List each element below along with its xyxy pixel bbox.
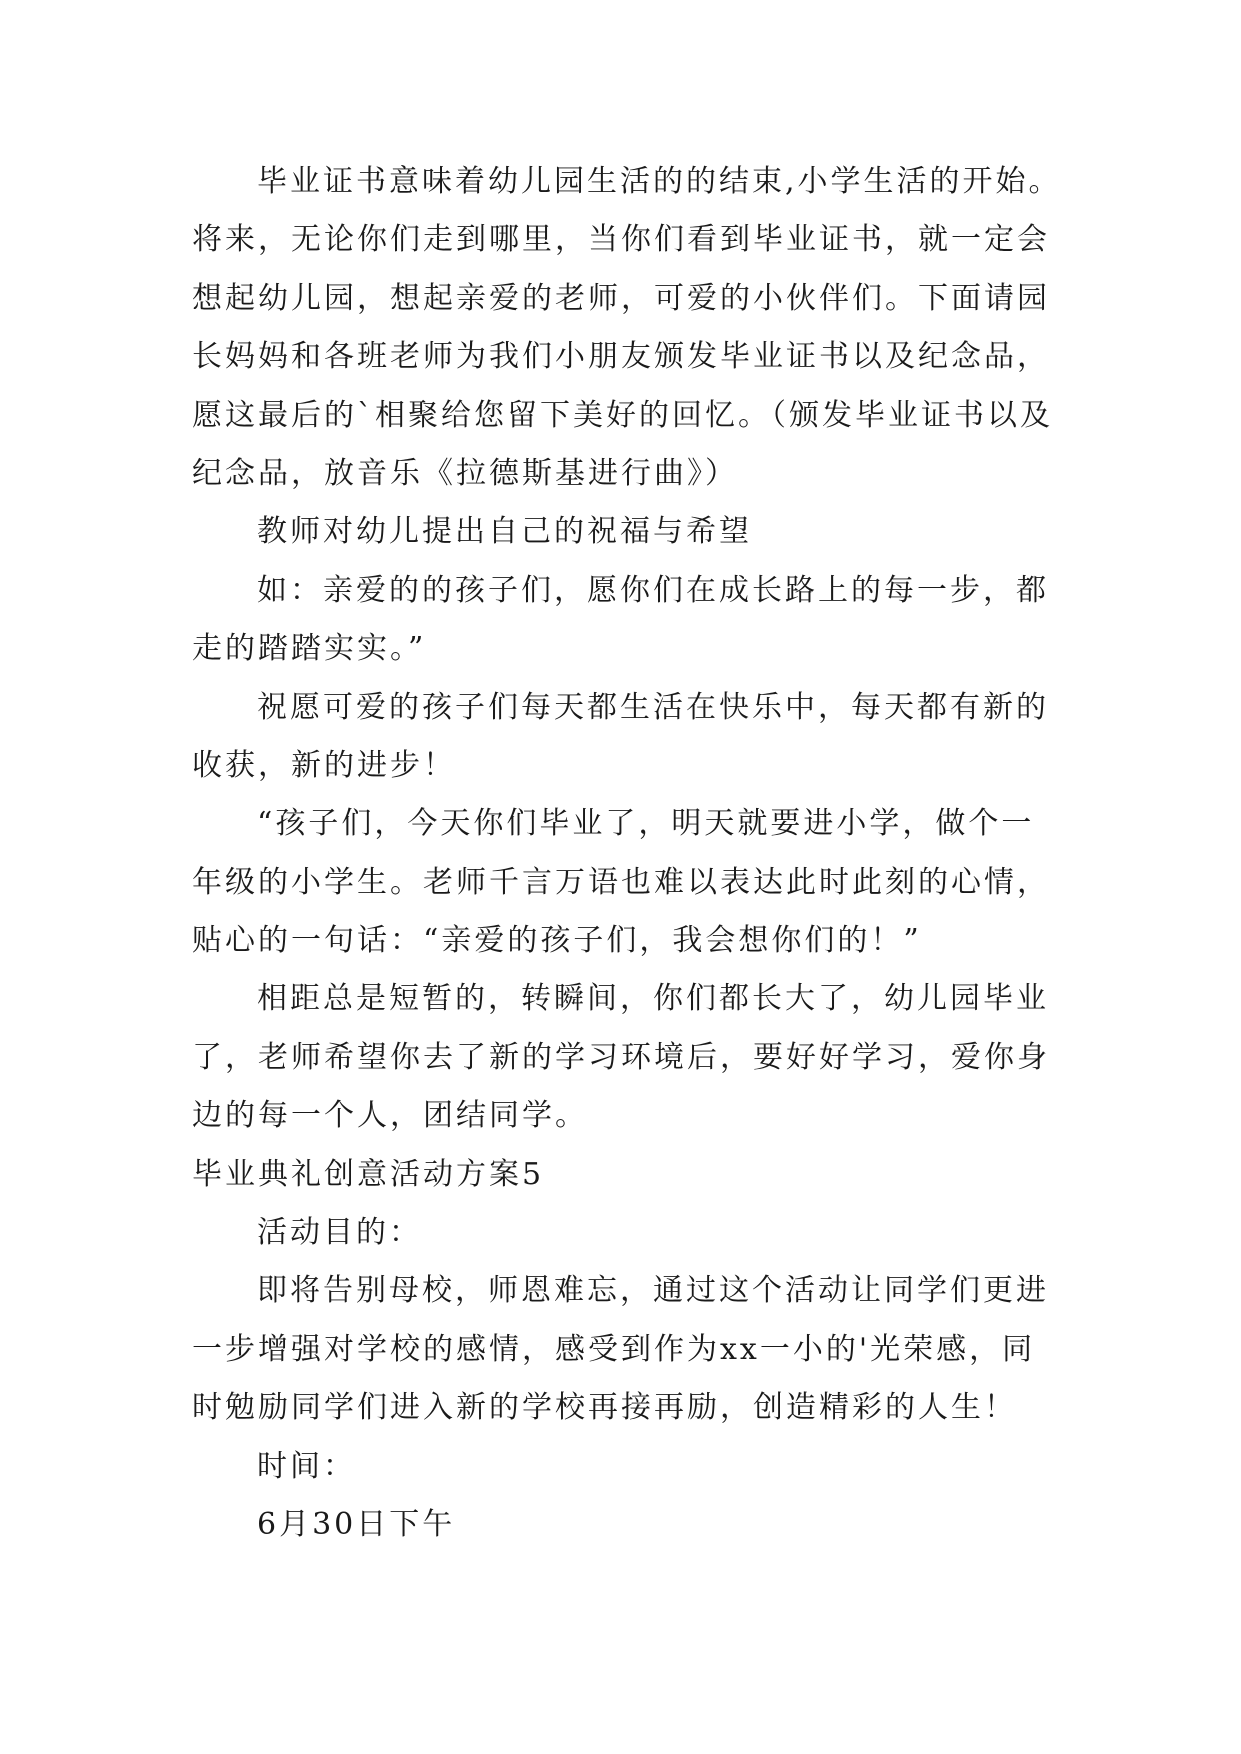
text-line: 长妈妈和各班老师为我们小朋友颁发毕业证书以及纪念品， (192, 339, 1050, 375)
text-line: 了，老师希望你去了新的学习环境后，要好好学习，爱你身 (192, 1039, 1050, 1075)
text-line: 边的每一个人，团结同学。 (192, 1098, 588, 1134)
paragraph (192, 153, 1092, 503)
paragraph (192, 503, 1092, 561)
paragraph (192, 1204, 1092, 1262)
text-line: “孩子们，今天你们毕业了，明天就要进小学，做个一 (257, 806, 1035, 842)
text-line: 祝愿可爱的孩子们每天都生活在快乐中，每天都有新的 (257, 689, 1049, 725)
text-line: 活动目的： (257, 1215, 422, 1251)
text-line: 走的踏踏实实。” (192, 631, 427, 667)
text-line: 愿这最后的`相聚给您留下美好的回忆。（颁发毕业证书以及 (192, 397, 1053, 433)
section-heading: 毕业典礼创意活动方案5 (192, 1156, 545, 1192)
paragraph (192, 795, 1092, 970)
text-line: 收获，新的进步！ (192, 747, 456, 783)
paragraph (192, 970, 1092, 1145)
text-line: 年级的小学生。老师千言万语也难以表达此时此刻的心情， (192, 864, 1050, 900)
text-line: 纪念品，放音乐《拉德斯基进行曲》） (192, 455, 738, 491)
text-line: 想起幼儿园，想起亲爱的老师，可爱的小伙伴们。下面请园 (192, 280, 1050, 316)
document-body (192, 153, 1092, 1554)
text-line: 6月30日下午 (257, 1506, 456, 1542)
paragraph (192, 1438, 1092, 1496)
text-line: 一步增强对学校的感情，感受到作为xx一小的'光荣感，同 (192, 1331, 1036, 1367)
text-line: 贴心的一句话：“亲爱的孩子们，我会想你们的！” (192, 923, 922, 959)
text-line: 相距总是短暂的，转瞬间，你们都长大了，幼儿园毕业 (257, 981, 1049, 1017)
text-line: 时间： (257, 1448, 356, 1484)
paragraph (192, 1496, 1092, 1554)
text-line: 毕业证书意味着幼儿园生活的的结束,小学生活的开始。 (257, 164, 1062, 199)
paragraph (192, 1262, 1092, 1437)
text-line: 即将告别母校，师恩难忘，通过这个活动让同学们更进 (257, 1273, 1049, 1309)
paragraph (192, 562, 1092, 679)
text-line: 如：亲爱的的孩子们，愿你们在成长路上的每一步，都 (257, 572, 1049, 608)
text-line: 教师对幼儿提出自己的祝福与希望 (257, 514, 752, 550)
paragraph (192, 679, 1092, 796)
text-line: 时勉励同学们进入新的学校再接再励，创造精彩的人生！ (192, 1390, 1017, 1426)
text-line: 将来，无论你们走到哪里，当你们看到毕业证书，就一定会 (192, 222, 1050, 258)
